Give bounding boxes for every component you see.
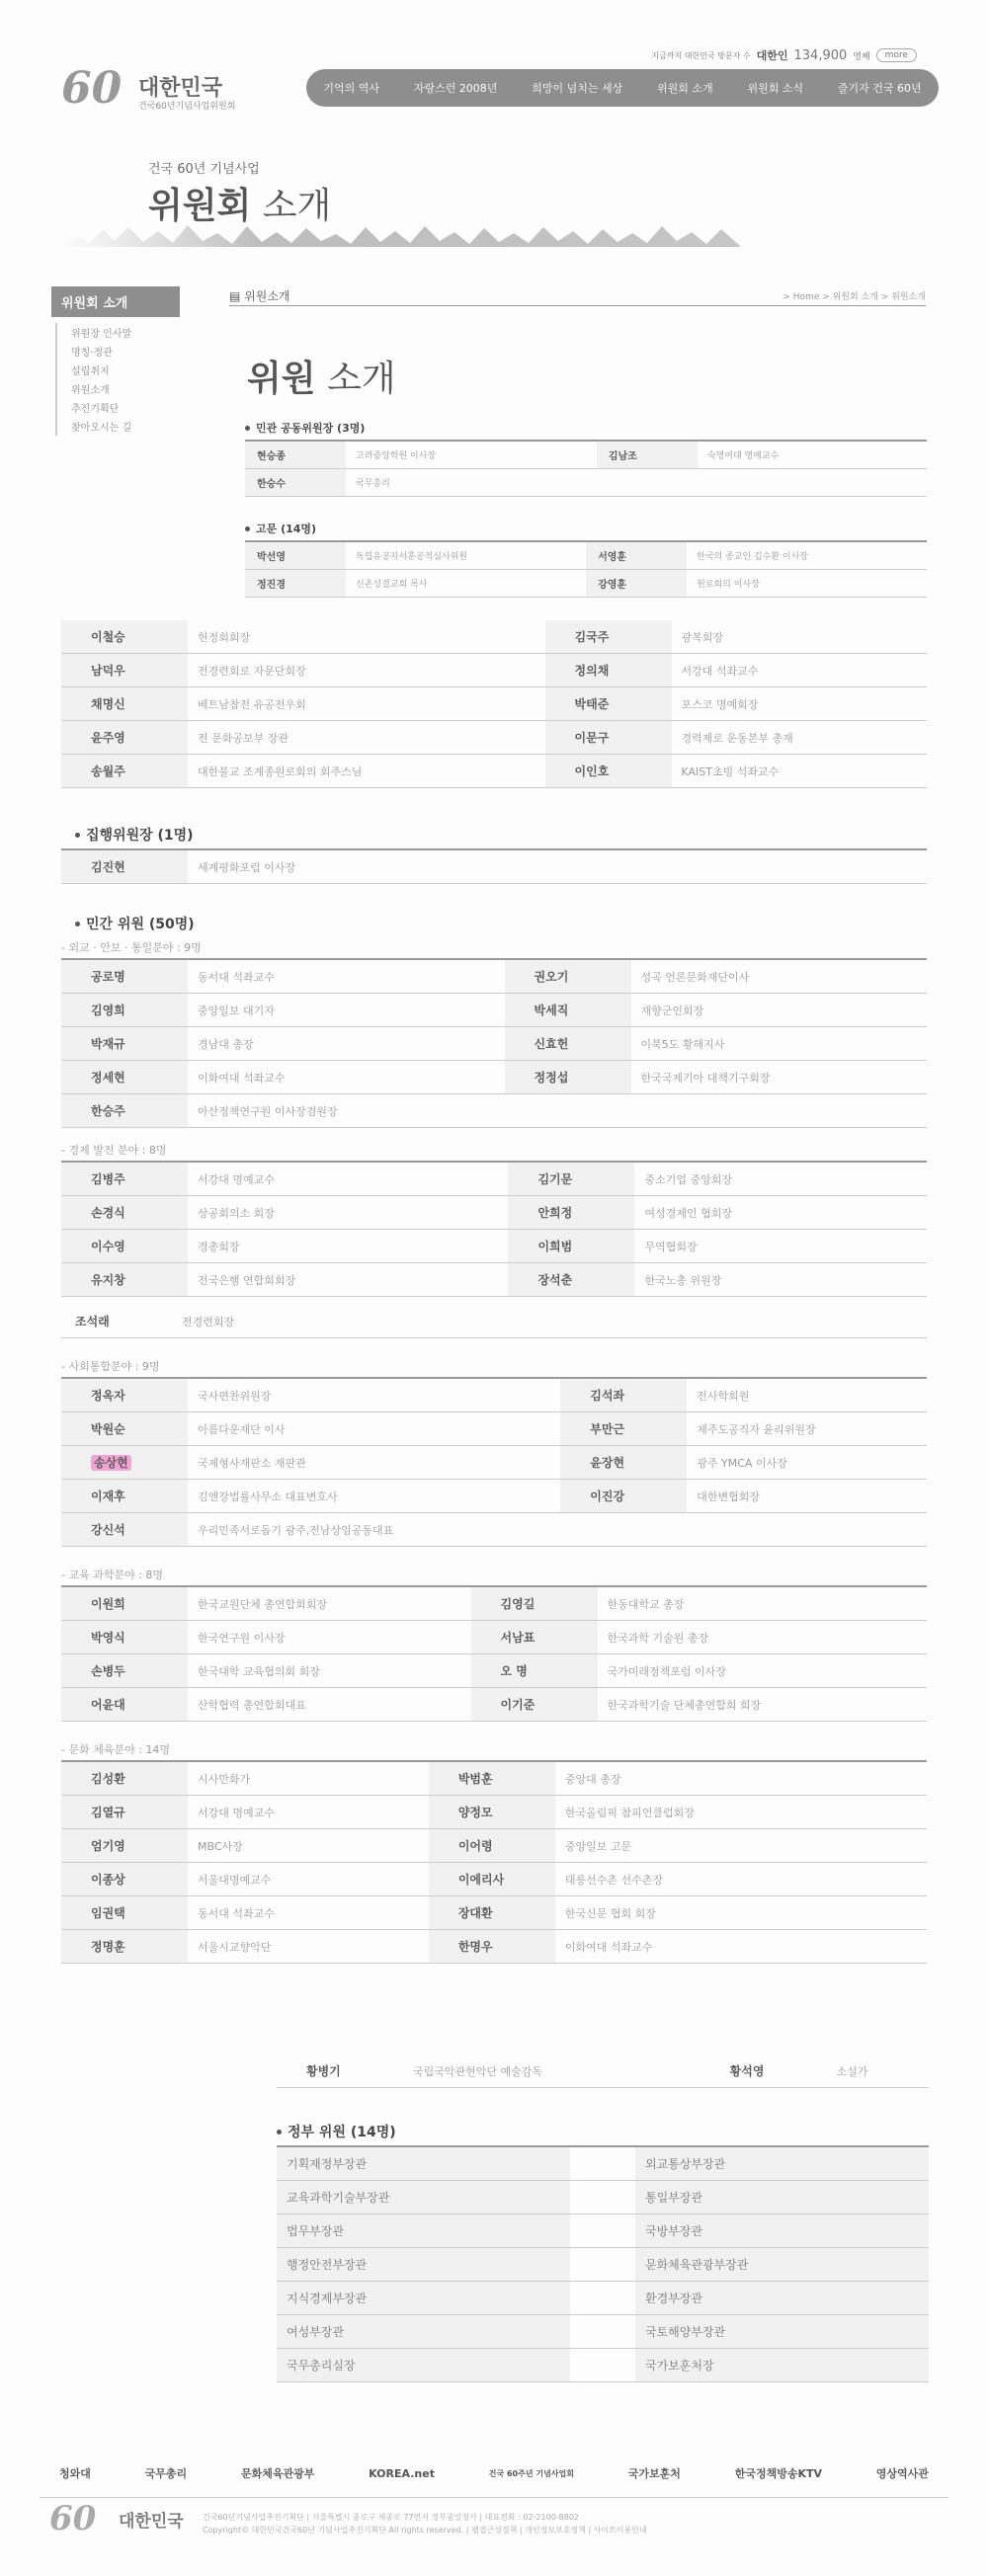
member-position: 김앤장법률사무소 대표변호사 — [188, 1480, 560, 1513]
member-position: 한국과학기술 단체총연합회 회장 — [598, 1688, 927, 1722]
member-name: 이문구 — [545, 721, 672, 755]
footer-address: 건국60년기념사업추진기획단 | 서울특별시 종로구 세종로 77번지 정부중앙청사 | 대표전화 : 02-2100-8802 — [203, 2513, 580, 2522]
member-name: 박원순 — [61, 1412, 188, 1446]
member-name: 한승수 — [245, 469, 346, 497]
member-name: 이재후 — [61, 1480, 188, 1513]
ministry-name: 환경부장관 — [635, 2282, 929, 2315]
member-name: 오 명 — [471, 1654, 598, 1688]
member-name: 김병주 — [61, 1163, 188, 1196]
table-row — [61, 1027, 927, 1061]
ministry-name: 지식경제부장관 — [277, 2282, 570, 2315]
member-name: 장대환 — [429, 1896, 555, 1930]
member-position — [839, 850, 927, 884]
table-row — [61, 1061, 927, 1094]
member-position: 아름다운재단 이사 — [188, 1412, 560, 1446]
table-row — [61, 1446, 927, 1480]
visitor-unit: 명째 — [853, 51, 870, 62]
member-position: 광복회장 — [672, 620, 927, 654]
table-row — [61, 1930, 927, 1964]
member-position: 베트남참전 유공전우회 — [188, 687, 545, 721]
ministry-name: 국가보훈처장 — [635, 2349, 929, 2382]
table-row — [61, 1513, 927, 1547]
table-row — [61, 721, 927, 755]
table-row — [61, 1621, 927, 1654]
banner-title-rest: 소개 — [251, 186, 332, 226]
civilian-heading-text: 민간 위원 (50명) — [86, 917, 195, 932]
spacer — [570, 2248, 635, 2282]
breadcrumb-title-text: 위원소개 — [244, 289, 290, 303]
member-position: 서강대 명예교수 — [188, 1163, 508, 1196]
page-title-rest: 소개 — [315, 359, 396, 399]
nav-history[interactable]: 기억의 역사 — [323, 82, 380, 95]
bullet-icon — [245, 526, 250, 531]
partner-logo-culture[interactable]: 문화체육관광부 — [240, 2467, 315, 2480]
site-logo[interactable] — [61, 63, 259, 117]
member-position: 서강대 석좌교수 — [672, 654, 927, 687]
table-row — [277, 2147, 929, 2181]
table-row — [61, 755, 927, 788]
sidebar-item-greeting[interactable]: 위원장 인사말 — [55, 323, 180, 342]
member-position: 소설가 — [827, 2054, 929, 2088]
sidebar-item-charter[interactable]: 명칭·정관 — [55, 342, 180, 361]
ministry-name: 기획재정부장관 — [277, 2147, 570, 2181]
table-row — [61, 1412, 927, 1446]
ministry-name: 행정안전부장관 — [277, 2248, 570, 2282]
member-position: 대한불교 조계종원로회의 회주스님 — [188, 755, 545, 788]
member-name: 정진경 — [245, 570, 346, 598]
table-row — [277, 2248, 929, 2282]
page-title-bold: 위원 — [247, 359, 316, 399]
government-table — [277, 2147, 929, 2382]
member-name: 이수영 — [61, 1230, 188, 1263]
bullet-icon — [277, 2130, 282, 2134]
member-position: 서울시교향악단 — [188, 1930, 429, 1964]
member-name: 김열규 — [61, 1796, 188, 1829]
member-name: 이희범 — [508, 1230, 634, 1263]
breadcrumb-bar — [229, 285, 926, 306]
member-position: KAIST초빙 석좌교수 — [672, 755, 927, 788]
table-row — [61, 1230, 927, 1263]
member-position: 태릉선수촌 선수촌장 — [555, 1863, 927, 1896]
table-row — [61, 1688, 927, 1722]
member-name: 황석영 — [700, 2054, 827, 2088]
nav-proud-2008[interactable]: 자랑스런 2008년 — [413, 82, 498, 95]
bullet-icon — [245, 426, 250, 431]
footer-info — [203, 2511, 934, 2536]
advisors-section — [245, 521, 927, 598]
member-position: 우리민족서로돕기 광주,전남상임공동대표 — [188, 1513, 560, 1547]
member-name: 손경식 — [61, 1196, 188, 1230]
member-position: 경총회장 — [188, 1230, 508, 1263]
civilian-table-society — [61, 1379, 927, 1547]
member-position: 무역협회장 — [634, 1230, 927, 1263]
advisors-table — [61, 620, 927, 788]
member-name: 이진강 — [560, 1480, 687, 1513]
ministry-name: 국토해양부장관 — [635, 2315, 929, 2349]
member-position: 한국대학 교육협의회 회장 — [188, 1654, 471, 1688]
member-name: 김진현 — [61, 850, 188, 884]
member-position: 한국올림픽 참피언클럽회장 — [555, 1796, 927, 1829]
member-name: 현승종 — [245, 442, 346, 469]
executive-heading-text: 집행위원장 (1명) — [86, 828, 194, 844]
member-position: 세계평화포럼 이사장 — [188, 850, 712, 884]
member-name: 정세현 — [61, 1061, 188, 1094]
member-position: 고려중앙학원 이사장 — [346, 442, 597, 469]
nav-hope-world[interactable]: 희망이 넘치는 세상 — [532, 82, 623, 95]
member-name: 박영식 — [61, 1621, 188, 1654]
government-heading-text: 정부 위원 (14명) — [288, 2125, 396, 2140]
member-name: 한명우 — [429, 1930, 555, 1964]
breadcrumb-title: ▤ 위원소개 — [229, 289, 290, 303]
member-position: 재향군인회장 — [631, 994, 927, 1027]
footer-divider — [40, 2497, 948, 2498]
civilian-section — [61, 914, 927, 1964]
civilian-extra-table — [61, 1305, 927, 1338]
member-position: 동서대 석좌교수 — [188, 960, 505, 994]
logo-title: 대한민국 — [138, 76, 223, 101]
spacer — [570, 2282, 635, 2315]
main-navigation — [306, 69, 939, 107]
member-position: 제주도공직자 윤리위원장 — [687, 1412, 927, 1446]
advisors-heading — [245, 521, 927, 536]
table-row — [61, 1587, 927, 1621]
member-position: 한국국제기아 대책기구회장 — [631, 1061, 927, 1094]
partner-logo-ktv[interactable]: 한국정책방송KTV — [734, 2467, 822, 2480]
civilian-heading — [75, 914, 927, 933]
member-name: 엄기영 — [61, 1829, 188, 1863]
partner-logo-koreanet[interactable]: KOREA.net — [369, 2466, 435, 2480]
spacer — [570, 2315, 635, 2349]
footer-copyright: Copyright© 대한민국건국60년 기념사업추진기획단 All rights reserved. | 웹접근성정책 | 개인정보보호정책 | 사이트이용안내 — [203, 2526, 647, 2535]
member-name: 이인호 — [545, 755, 672, 788]
member-name: 이종상 — [61, 1863, 188, 1896]
culture-overlay-row — [277, 2054, 929, 2088]
grass-decoration — [59, 217, 741, 247]
banner-title-bold: 위원회 — [148, 186, 252, 226]
member-position: 한국연구원 이사장 — [188, 1621, 471, 1654]
government-section — [277, 2122, 929, 2382]
member-position: 서울대명예교수 — [188, 1863, 429, 1896]
member-name: 김남조 — [597, 442, 698, 469]
section-banner — [0, 119, 988, 257]
partner-logo-60th[interactable]: 건국 60주년 기념사업회 — [488, 2468, 574, 2478]
member-position: 국무총리 — [346, 469, 597, 497]
member-position — [698, 469, 927, 497]
member-position: 헌정회회장 — [188, 620, 545, 654]
member-position: 포스코 명예회장 — [672, 687, 927, 721]
member-name: 박태준 — [545, 687, 672, 721]
member-position: 전 문화공보부 장관 — [188, 721, 545, 755]
table-row — [245, 570, 927, 598]
logo-subtitle: 건국60년기념사업위원회 — [138, 102, 236, 112]
partner-logo-ehistory[interactable]: 영상역사관 — [875, 2467, 929, 2480]
spacer — [570, 2181, 635, 2214]
member-name: 이기준 — [471, 1688, 598, 1722]
member-name-highlighted — [61, 1446, 188, 1480]
civilian-table-culture — [61, 1762, 927, 1964]
footer-logo-title: 대한민국 — [119, 2512, 184, 2532]
member-position: 전국은행 연합회회장 — [188, 1263, 508, 1297]
member-name — [505, 1094, 631, 1128]
table-row — [61, 1762, 927, 1796]
table-row — [277, 2054, 929, 2088]
member-position: 한국노총 위원장 — [634, 1263, 927, 1297]
member-name: 박범훈 — [429, 1762, 555, 1796]
member-name: 박세직 — [505, 994, 631, 1027]
table-row — [277, 2181, 929, 2214]
spacer — [570, 2147, 635, 2181]
member-position: 경력제로 운동본부 총재 — [672, 721, 927, 755]
sidebar — [51, 286, 180, 436]
member-position: 중앙일보 고문 — [555, 1829, 927, 1863]
category-label: - 경제 발전 분야 : 8명 — [61, 1144, 167, 1157]
category-label: - 외교 · 안보 · 통일분야 : 9명 — [61, 941, 202, 954]
ministry-name: 법무부장관 — [277, 2214, 570, 2248]
member-name: 김석좌 — [560, 1379, 687, 1412]
member-name: 이에리사 — [429, 1863, 555, 1896]
member-name: 김국주 — [545, 620, 672, 654]
banner-subtitle: 건국 60년 기념사업 — [148, 162, 260, 177]
member-name: 박재규 — [61, 1027, 188, 1061]
member-position: 광주 YMCA 이사장 — [687, 1446, 927, 1480]
table-row — [61, 1196, 927, 1230]
member-name: 김기문 — [508, 1163, 634, 1196]
member-name: 윤장현 — [560, 1446, 687, 1480]
table-row — [61, 994, 927, 1027]
member-name: 유지창 — [61, 1263, 188, 1297]
ministry-name: 문화체육관광부장관 — [635, 2248, 929, 2282]
member-name: 공로명 — [61, 960, 188, 994]
member-name: 김영희 — [61, 994, 188, 1027]
member-position: 여성경제인 협회장 — [634, 1196, 927, 1230]
member-name: 조석래 — [61, 1305, 172, 1338]
member-position: 이화여대 석좌교수 — [555, 1930, 927, 1964]
member-name: 남덕우 — [61, 654, 188, 687]
visitor-strong: 대한인 — [756, 49, 788, 62]
member-position: 상공회의소 회장 — [188, 1196, 508, 1230]
category-label: - 사회통합분야 : 9명 — [61, 1360, 160, 1373]
member-name: 임권택 — [61, 1896, 188, 1930]
table-row — [61, 1094, 927, 1128]
nav-committee-intro[interactable]: 위원회 소개 — [657, 82, 713, 95]
table-row — [277, 2214, 929, 2248]
advisors-top-table — [245, 542, 927, 598]
category-label: - 문화 체육분야 : 14명 — [61, 1743, 171, 1756]
member-position: 독립유공자서훈공적심사위원 — [346, 542, 586, 570]
sidebar-item-directions[interactable]: 찾아오시는 길 — [55, 417, 180, 436]
member-name — [712, 850, 839, 884]
ministry-name: 통일부장관 — [635, 2181, 929, 2214]
member-name: 강영훈 — [586, 570, 687, 598]
overlay-table — [277, 2054, 929, 2088]
member-position: 전사학회원 — [687, 1379, 927, 1412]
sidebar-item-purpose[interactable]: 설립취지 — [55, 361, 180, 379]
member-position: 산학협력 총연합회대표 — [188, 1688, 471, 1722]
spacer — [570, 2214, 635, 2248]
bullet-icon — [75, 833, 80, 838]
member-name: 손병두 — [61, 1654, 188, 1688]
visitor-count: 134,900 — [793, 47, 848, 63]
partner-logo-veterans[interactable]: 국가보훈처 — [627, 2467, 681, 2480]
member-position — [631, 1094, 927, 1128]
member-name: 한승주 — [61, 1094, 188, 1128]
member-position: 중소기업 중앙회장 — [634, 1163, 927, 1196]
member-name: 윤주영 — [61, 721, 188, 755]
member-position — [687, 1513, 927, 1547]
highlighted-name: 송상현 — [91, 1455, 131, 1471]
member-position: 경남대 총장 — [188, 1027, 505, 1061]
civilian-table-diplomacy — [61, 960, 927, 1128]
member-position: 신촌성결교회 목사 — [346, 570, 586, 598]
table-row — [61, 654, 927, 687]
member-position: 성곡 언론문화재단이사 — [631, 960, 927, 994]
member-position: 국가미래정책포럼 이사장 — [598, 1654, 927, 1688]
member-name: 박선영 — [245, 542, 346, 570]
executive-section — [61, 825, 927, 884]
advisors-list — [61, 620, 927, 788]
member-position: 이화여대 석좌교수 — [188, 1061, 505, 1094]
member-name: 김성환 — [61, 1762, 188, 1796]
member-name: 이원희 — [61, 1587, 188, 1621]
member-name — [597, 469, 698, 497]
member-position: 국립국악관현악단 예술감독 — [403, 2054, 700, 2088]
visitor-counter — [651, 47, 917, 63]
table-row — [61, 1796, 927, 1829]
member-position: 숙명여대 명예교수 — [698, 442, 927, 469]
sidebar-item-planning[interactable]: 추진기획단 — [55, 398, 180, 417]
member-position: 이북5도 황해지사 — [631, 1027, 927, 1061]
page-title — [247, 351, 396, 401]
partner-logos — [59, 2465, 929, 2481]
bullet-icon — [75, 922, 80, 926]
ministry-name: 국무총리실장 — [277, 2349, 570, 2382]
member-position: 국사편찬위원장 — [188, 1379, 560, 1412]
member-position: 중앙대 총장 — [555, 1762, 927, 1796]
member-name: 어윤대 — [61, 1688, 188, 1722]
member-name: 권오기 — [505, 960, 631, 994]
member-name: 서영훈 — [586, 542, 687, 570]
member-position: MBC사장 — [188, 1829, 429, 1863]
ministry-name: 외교통상부장관 — [635, 2147, 929, 2181]
member-position: 대한변협회장 — [687, 1480, 927, 1513]
civilian-table-education — [61, 1587, 927, 1722]
table-row — [61, 1163, 927, 1196]
member-position: 동서대 석좌교수 — [188, 1896, 429, 1930]
co-chairs-table — [245, 442, 927, 497]
ministry-name: 여성부장관 — [277, 2315, 570, 2349]
member-position: 원로회의 이사장 — [687, 570, 927, 598]
partner-logo-cheongwadae[interactable]: 청와대 — [59, 2467, 91, 2480]
member-position: 서강대 명예교수 — [188, 1796, 429, 1829]
sidebar-title: 위원회 소개 — [51, 286, 180, 317]
table-row — [61, 1263, 927, 1297]
executive-table — [61, 850, 927, 884]
table-row — [61, 1829, 927, 1863]
ministry-name: 교육과학기술부장관 — [277, 2181, 570, 2214]
member-position: 아산정책연구원 이사장겸원장 — [188, 1094, 505, 1128]
member-position: 한국교원단체 총연합회회장 — [188, 1587, 471, 1621]
civilian-table-economy — [61, 1163, 927, 1297]
table-row — [277, 2315, 929, 2349]
table-row — [245, 469, 927, 497]
table-row — [245, 442, 927, 469]
member-position: 한국과학 기술원 총장 — [598, 1621, 927, 1654]
table-row — [61, 620, 927, 654]
member-name: 정정섭 — [505, 1061, 631, 1094]
table-row — [61, 1305, 927, 1338]
member-position: 전경련회로 자문단회장 — [188, 654, 545, 687]
visitor-label: 지금까지 대한민국 방문자 수 — [651, 50, 751, 60]
member-name: 강신석 — [61, 1513, 188, 1547]
co-chairs-heading — [245, 420, 927, 436]
nav-committee-news[interactable]: 위원회 소식 — [747, 82, 804, 95]
member-name: 이철승 — [61, 620, 188, 654]
nav-enjoy-60[interactable]: 즐기자 건국 60년 — [837, 82, 922, 95]
member-position: 국제형사재판소 재판관 — [188, 1446, 560, 1480]
co-chairs-section — [245, 420, 927, 497]
member-name: 부만근 — [560, 1412, 687, 1446]
footer-logo-mark: 60 — [49, 2499, 97, 2538]
member-name: 정의채 — [545, 654, 672, 687]
table-row — [61, 1863, 927, 1896]
visitor-more-button[interactable]: more — [876, 48, 917, 62]
member-name: 양정모 — [429, 1796, 555, 1829]
logo-60-mark: 60 — [61, 63, 123, 114]
sidebar-item-members[interactable]: 위원소개 — [55, 379, 180, 398]
member-position: 한국의 종교인 김수환 이사장 — [687, 542, 927, 570]
member-name: 채명신 — [61, 687, 188, 721]
breadcrumb[interactable]: > Home > 위원회 소개 > 위원소개 — [782, 292, 926, 302]
table-row — [61, 1654, 927, 1688]
member-name — [560, 1513, 687, 1547]
member-position: 시사만화가 — [188, 1762, 429, 1796]
table-row — [61, 850, 927, 884]
member-position: 전경련회장 — [172, 1305, 927, 1338]
member-name: 김영길 — [471, 1587, 598, 1621]
government-heading — [277, 2122, 929, 2141]
member-name: 안희정 — [508, 1196, 634, 1230]
member-name: 송월주 — [61, 755, 188, 788]
member-position: 한동대학교 총장 — [598, 1587, 927, 1621]
ministry-name: 국방부장관 — [635, 2214, 929, 2248]
executive-heading — [75, 825, 927, 845]
category-label: - 교육 과학분야 : 8명 — [61, 1569, 164, 1581]
co-chairs-heading-text: 민관 공동위원장 (3명) — [256, 422, 366, 435]
member-name: 서남표 — [471, 1621, 598, 1654]
member-name: 장석춘 — [508, 1263, 634, 1297]
table-row — [245, 542, 927, 570]
member-name: 정명훈 — [61, 1930, 188, 1964]
footer-logo — [49, 2499, 184, 2538]
table-row — [61, 1896, 927, 1930]
partner-logo-pm[interactable]: 국무총리 — [144, 2467, 188, 2480]
table-row — [61, 1480, 927, 1513]
member-position: 한국신문 협회 회장 — [555, 1896, 927, 1930]
member-name: 정옥자 — [61, 1379, 188, 1412]
table-row — [277, 2349, 929, 2382]
table-row — [61, 960, 927, 994]
member-name: 신효헌 — [505, 1027, 631, 1061]
member-position: 중앙일보 대기자 — [188, 994, 505, 1027]
member-name: 이어령 — [429, 1829, 555, 1863]
table-row — [61, 687, 927, 721]
advisors-heading-text: 고문 (14명) — [256, 523, 317, 535]
spacer — [570, 2349, 635, 2382]
table-row — [277, 2282, 929, 2315]
table-row — [61, 1379, 927, 1412]
member-name: 황병기 — [277, 2054, 403, 2088]
